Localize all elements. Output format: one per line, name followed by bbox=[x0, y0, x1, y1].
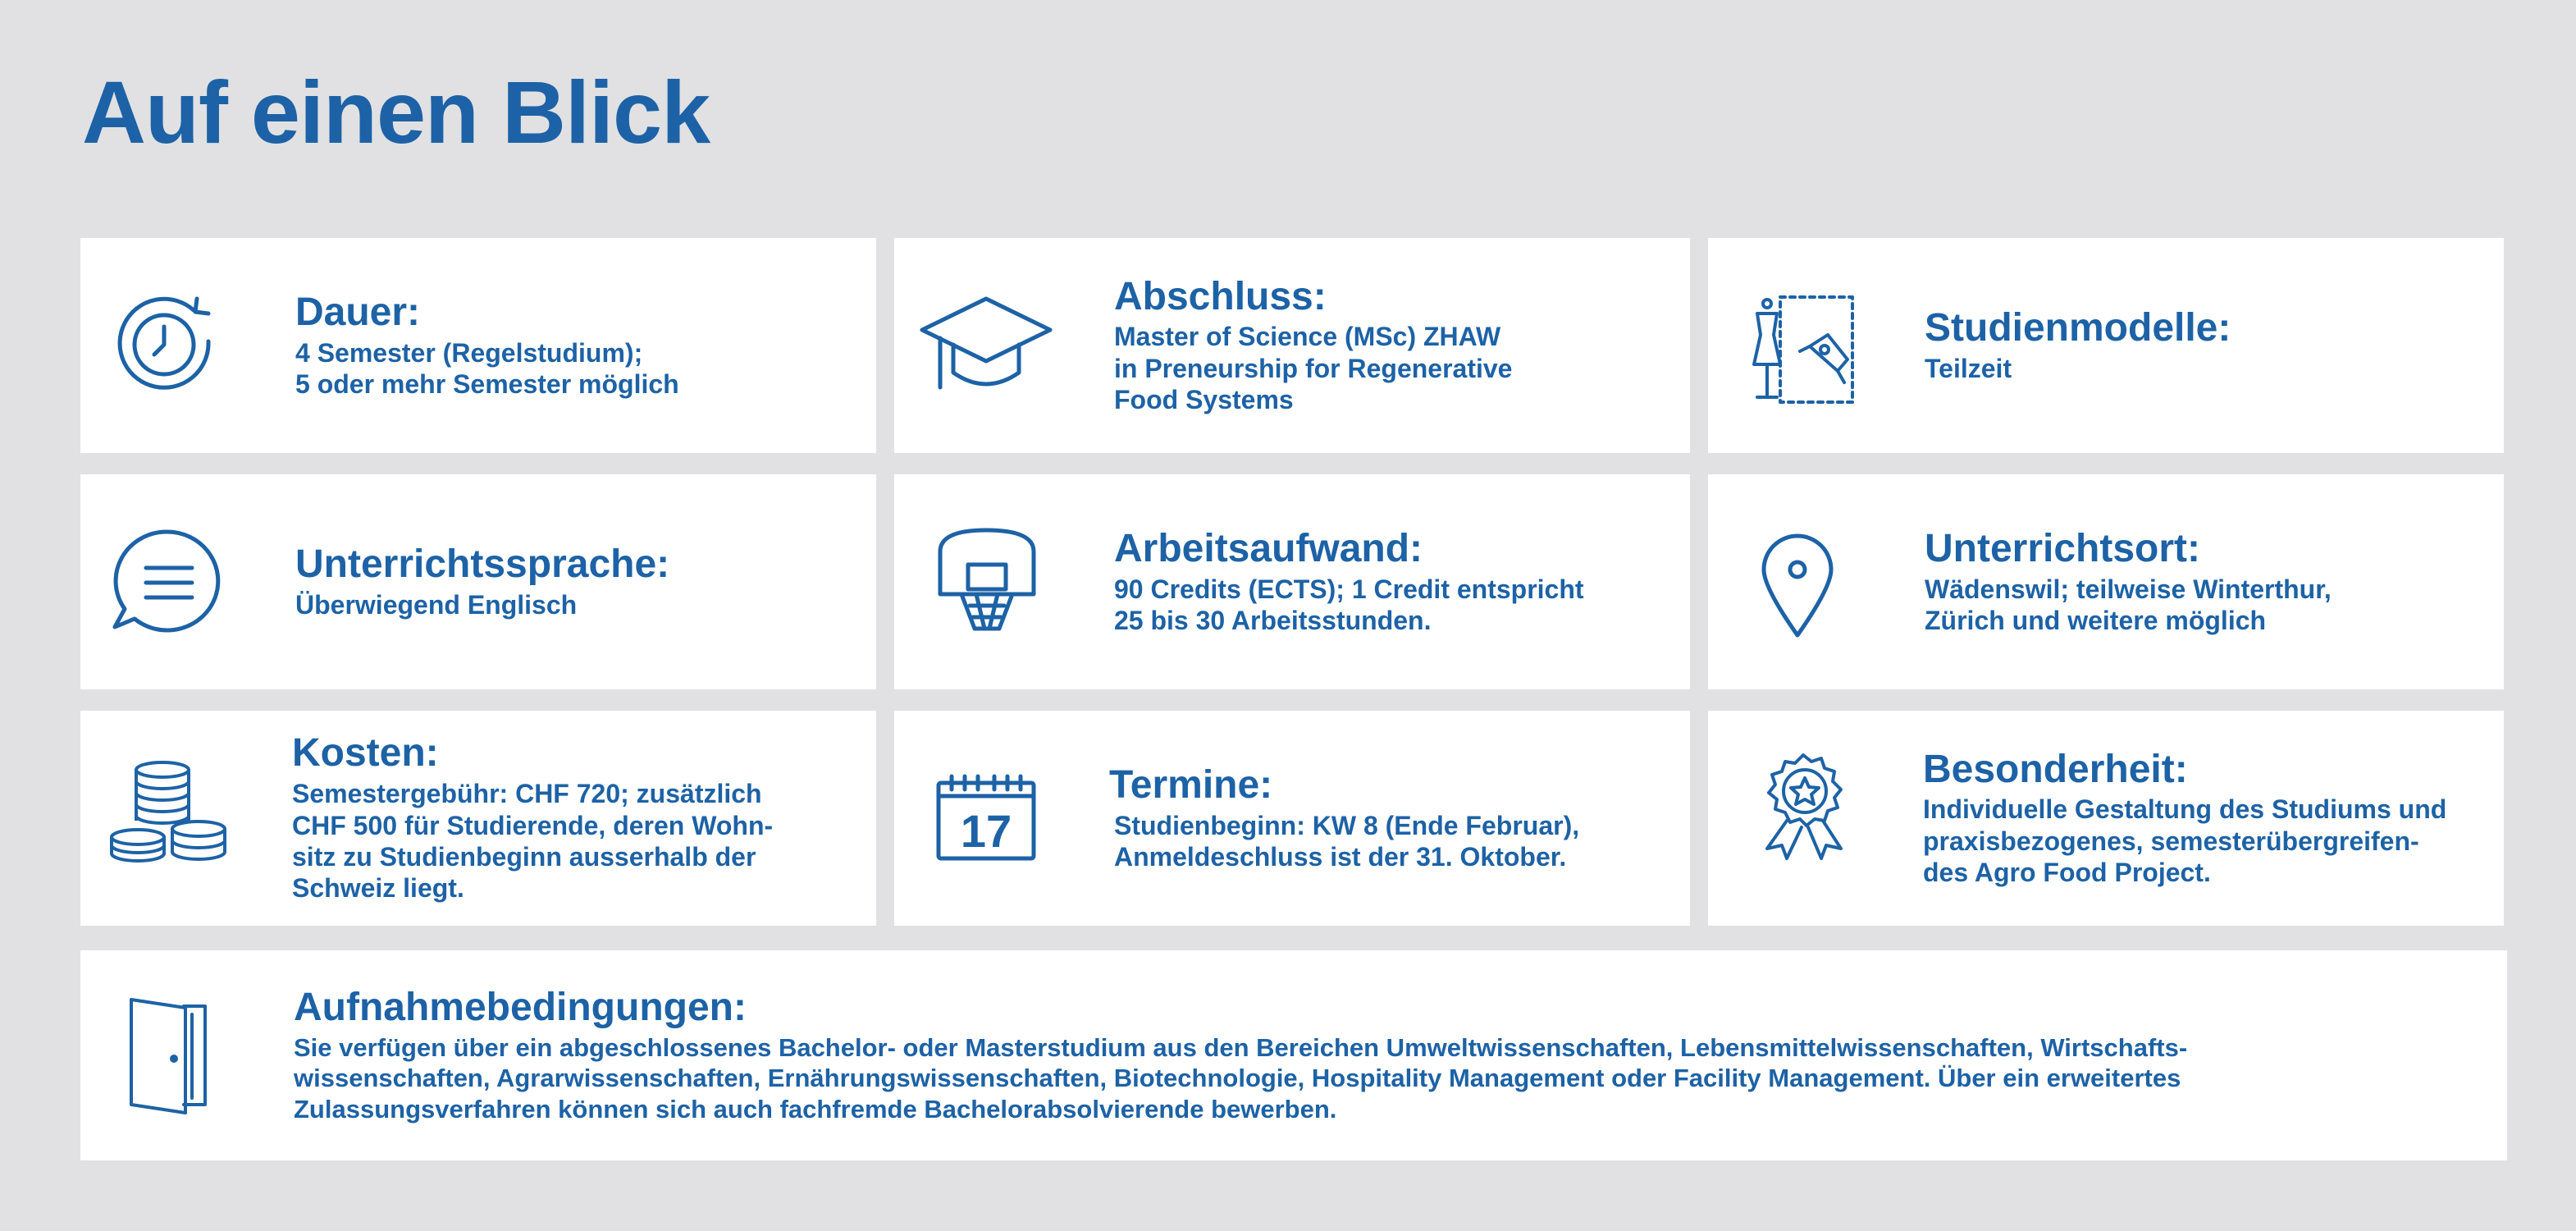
sprache-title: Unterrichtssprache: bbox=[295, 542, 670, 586]
ort-line: Zürich und weitere möglich bbox=[1925, 605, 2267, 635]
kosten-line: sitz zu Studienbeginn ausserhalb der bbox=[292, 841, 756, 872]
abschluss-line: Food Systems bbox=[1114, 385, 1294, 415]
aufnahme-title: Aufnahmebedingungen: bbox=[294, 986, 747, 1030]
besonderheit-line: praxisbezogenes, semesterübergreifen- bbox=[1923, 826, 2419, 856]
sprache-text bbox=[295, 474, 852, 689]
kosten-text bbox=[292, 711, 852, 926]
calendar-day: 17 bbox=[960, 805, 1012, 857]
card-aufnahmebedingungen bbox=[80, 950, 2507, 1160]
sprache-line: Überwiegend Englisch bbox=[295, 589, 578, 620]
abschluss-text bbox=[1114, 238, 1665, 453]
coins-icon bbox=[110, 760, 233, 865]
graduation-cap-icon bbox=[919, 295, 1054, 394]
besonderheit-line: des Agro Food Project. bbox=[1923, 858, 2211, 888]
aufnahme-line: Zulassungsverfahren können sich auch fachfremde Bachelorabsolvierende bewerben. bbox=[294, 1094, 1337, 1123]
besonderheit-text bbox=[1923, 711, 2479, 926]
dauer-text bbox=[295, 238, 852, 453]
studienmodelle-text bbox=[1925, 238, 2479, 453]
aufnahme-text bbox=[294, 950, 2482, 1160]
termine-line: Studienbeginn: KW 8 (Ende Februar), bbox=[1114, 810, 1580, 840]
card-unterrichtsort bbox=[1708, 474, 2504, 689]
abschluss-line: Master of Science (MSc) ZHAW bbox=[1114, 322, 1501, 352]
arbeitsaufwand-text bbox=[1114, 474, 1665, 689]
arbeitsaufwand-line: 90 Credits (ECTS); 1 Credit entspricht bbox=[1114, 574, 1584, 604]
card-dauer bbox=[80, 238, 876, 453]
termine-line: Anmeldeschluss ist der 31. Oktober. bbox=[1114, 841, 1567, 872]
card-unterrichtssprache bbox=[80, 474, 876, 689]
award-rosette-icon bbox=[1759, 752, 1848, 860]
kosten-line: Schweiz liegt. bbox=[292, 873, 464, 904]
abschluss-line: in Preneurship for Regenerative bbox=[1114, 353, 1513, 383]
location-pin-icon bbox=[1761, 533, 1834, 638]
aufnahme-line: wissenschaften, Agrarwissenschaften, Ernährungswissenschaften, Biotechnologie, Hospitality Management oder Facility Management. Über ein erweitertes bbox=[294, 1064, 2181, 1093]
ort-title: Unterrichtsort: bbox=[1925, 526, 2201, 570]
calendar-icon bbox=[935, 773, 1037, 862]
door-icon bbox=[126, 996, 208, 1114]
termine-text bbox=[1109, 711, 1665, 926]
kosten-line: CHF 500 für Studierende, deren Wohn- bbox=[292, 810, 774, 840]
page-title: Auf einen Blick bbox=[82, 62, 710, 162]
card-besonderheit bbox=[1708, 711, 2504, 926]
arbeitsaufwand-line: 25 bis 30 Arbeitsstunden. bbox=[1114, 605, 1432, 635]
abschluss-title: Abschluss: bbox=[1114, 274, 1327, 318]
dauer-title: Dauer: bbox=[295, 290, 421, 334]
aufnahme-line: Sie verfügen über ein abgeschlossenes Bachelor- oder Masterstudium aus den Bereichen Umweltwissenschaften, Lebensmittelwissenschaften, Wirtschafts- bbox=[294, 1033, 2188, 1063]
card-kosten bbox=[80, 711, 876, 926]
card-termine bbox=[894, 711, 1690, 926]
termine-title: Termine: bbox=[1109, 762, 1273, 807]
dauer-line: 4 Semester (Regelstudium); bbox=[295, 337, 643, 368]
arbeitsaufwand-title: Arbeitsaufwand: bbox=[1114, 526, 1423, 570]
besonderheit-line: Individuelle Gestaltung des Studiums und bbox=[1923, 794, 2447, 825]
kosten-line: Semestergebühr: CHF 720; zusätzlich bbox=[292, 779, 762, 809]
studienmodelle-title: Studienmodelle: bbox=[1925, 305, 2231, 350]
ort-text bbox=[1925, 474, 2479, 689]
speech-bubble-icon bbox=[110, 527, 225, 637]
mannequin-pen-icon bbox=[1742, 294, 1856, 405]
besonderheit-title: Besonderheit: bbox=[1923, 747, 2188, 791]
dauer-line: 5 oder mehr Semester möglich bbox=[295, 368, 679, 399]
card-abschluss bbox=[894, 238, 1690, 453]
card-arbeitsaufwand bbox=[894, 474, 1690, 689]
clock-icon bbox=[112, 291, 218, 397]
studienmodelle-line: Teilzeit bbox=[1925, 353, 2012, 383]
ort-line: Wädenswil; teilweise Winterthur, bbox=[1925, 574, 2332, 604]
card-studienmodelle bbox=[1708, 238, 2504, 453]
kosten-title: Kosten: bbox=[292, 731, 439, 776]
basketball-hoop-icon bbox=[934, 524, 1040, 635]
